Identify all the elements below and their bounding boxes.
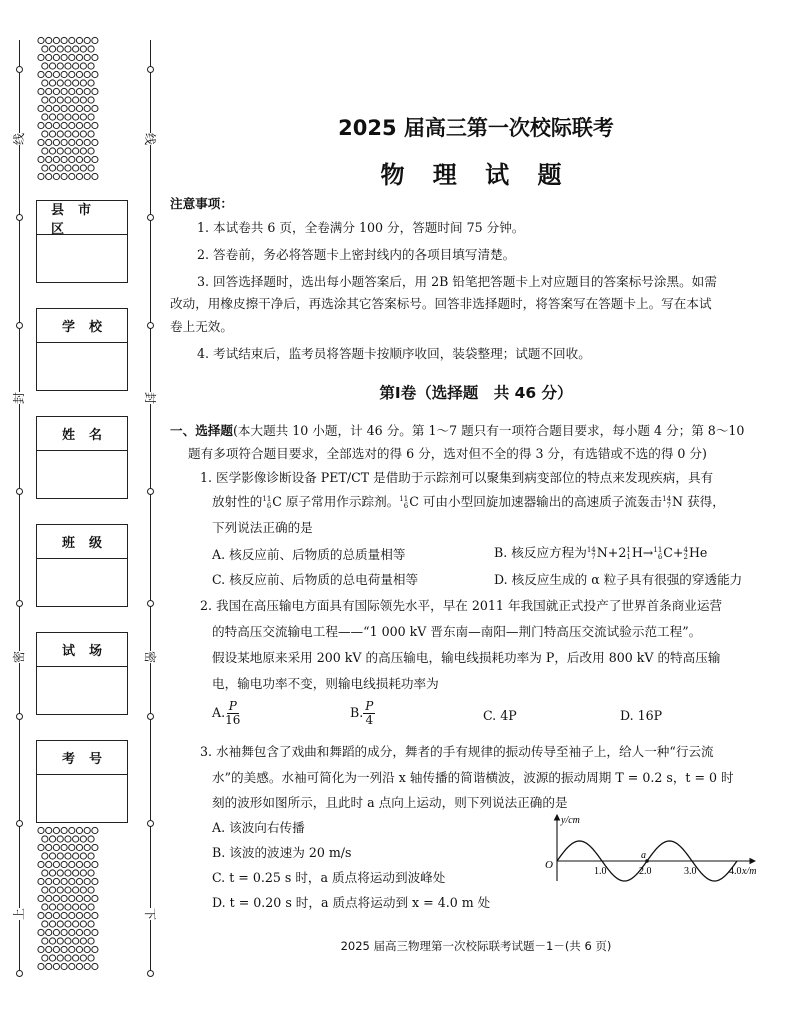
q2-option-c: C. 4P <box>483 708 517 723</box>
binding-dot <box>147 970 154 977</box>
q3-stem-1: 3. 水袖舞包含了戏曲和舞蹈的成分，舞者的手有规律的振动传导至袖子上，给人一种“行云流 <box>200 744 714 759</box>
dot-pattern-bottom <box>37 826 99 976</box>
part-text: (本大题共 10 小题，计 46 分。第 1～7 题只有一项符合题目要求，每小题 4 分；第 8～10 <box>232 423 745 438</box>
binding-dot <box>16 713 23 720</box>
q1-option-b: B. 核反应方程为 14 7 N+2 1 1 H→ 11 6 C+ 4 2 He <box>494 545 708 561</box>
point-a-label: a <box>641 850 646 861</box>
q1-option-b-text: B. 核反应方程为 <box>494 545 587 560</box>
nuclide-n14: 14 7 <box>662 494 672 510</box>
binding-dot <box>16 488 23 495</box>
dot-pattern-top <box>37 36 99 186</box>
binding-dot <box>16 820 23 827</box>
part-instructions-1 <box>170 423 744 438</box>
q2-option-d: D. 16P <box>620 708 663 723</box>
q1-stem-1: 1. 医学影像诊断设备 PET/CT 是借助于示踪剂可以聚集到病变部位的特点来发现疾病，具有 <box>200 470 714 485</box>
binding-dot <box>147 600 154 607</box>
notes-heading: 注意事项： <box>170 196 233 211</box>
binding-dot <box>147 713 154 720</box>
origin-label: O <box>545 859 553 871</box>
note-item: 1. 本试卷共 6 页，全卷满分 100 分，答题时间 75 分钟。 <box>197 220 525 235</box>
q3-option-d: D. t = 0.20 s 时，a 质点将运动到 x = 4.0 m 处 <box>212 895 491 910</box>
binding-dot <box>147 488 154 495</box>
nuclide: 4 2 <box>683 545 688 561</box>
q2-stem-3: 假设某地原来采用 200 kV 的高压输电，输电线损耗功率为 P，后改用 800 kV 的特高压输 <box>212 650 721 665</box>
fraction-denominator: 16 <box>225 713 241 727</box>
seal-label-right-1: 线 <box>143 132 158 146</box>
seal-label-right-3: 密 <box>143 650 158 664</box>
x-tick-label: 1.0 <box>594 866 607 877</box>
info-box-label: 班级 <box>37 525 127 559</box>
q1-text: C 可由小型回旋加速器输出的高速质子流轰击 <box>409 494 663 509</box>
nuclide: 14 7 <box>586 545 596 561</box>
x-tick-label: 3.0 <box>684 866 697 877</box>
note-item: 卷上无效。 <box>170 319 233 334</box>
info-box-label: 考号 <box>37 741 127 775</box>
subject-title: 物 理 试 题 <box>380 161 572 189</box>
seal-label-left-4: 上 <box>12 907 27 921</box>
section-title: 第Ⅰ卷（选择题 共 46 分） <box>379 384 573 402</box>
part-label: 一、选择题 <box>170 423 233 438</box>
fraction <box>225 700 240 727</box>
wave-chart <box>543 813 768 883</box>
q1-stem-2 <box>212 494 725 510</box>
binding-dot <box>147 820 154 827</box>
binding-dot <box>147 214 154 221</box>
info-box-label: 县市区 <box>37 201 127 235</box>
binding-dot <box>147 322 154 329</box>
nuclide-c11: 11 6 <box>399 494 409 510</box>
seal-label-left-2: 封 <box>12 391 27 405</box>
q2-stem-1: 2. 我国在高压输电方面具有国际领先水平，早在 2011 年我国就正式投产了世界首条商业运营 <box>200 598 723 613</box>
q2-option-a <box>212 700 240 727</box>
info-box-class[interactable] <box>36 524 128 607</box>
binding-dot <box>16 322 23 329</box>
binding-dot <box>147 66 154 73</box>
q1-text: N 获得， <box>672 494 725 509</box>
nuclide: 1 1 <box>626 545 631 561</box>
q1-stem-3: 下列说法正确的是 <box>212 520 313 535</box>
part-instructions-2: 题有多项符合题目要求，全部选对的得 6 分，选对但不全的得 3 分，有选错或不选的得 0 分) <box>188 446 707 461</box>
q3-option-b: B. 该波的波速为 20 m/s <box>212 845 352 860</box>
nuclide-c11: 11 6 <box>262 494 272 510</box>
info-box-exam-number[interactable] <box>36 740 128 823</box>
q3-option-c: C. t = 0.25 s 时，a 质点将运动到波峰处 <box>212 870 446 885</box>
nuclide: 11 6 <box>653 545 663 561</box>
binding-line-left <box>19 40 20 975</box>
binding-dot <box>16 66 23 73</box>
q3-stem-2: 水”的美感。水袖可简化为一列沿 x 轴传播的简谐横波，波源的振动周期 T = 0.2 s，t = 0 时 <box>212 770 734 785</box>
note-item: 3. 回答选择题时，选出每小题答案后，用 2B 铅笔把答题卡上对应题目的答案标号涂黑。如需 <box>197 274 717 289</box>
x-axis-label: x/m <box>742 866 757 877</box>
q1-text: C 原子常用作示踪剂。 <box>272 494 400 509</box>
q2-stem-2: 的特高压交流输电工程——“1 000 kV 晋东南—南阳—荆门特高压交流试验示范工程”。 <box>212 624 702 639</box>
q2-stem-4: 电，输电功率不变，则输电线损耗功率为 <box>212 676 439 691</box>
q3-stem-3: 刻的波形如图所示，且此时 a 点向上运动，则下列说法正确的是 <box>212 795 568 810</box>
q2-option-label: A. <box>212 705 226 720</box>
seal-label-left-1: 线 <box>12 132 27 146</box>
binding-dot <box>16 600 23 607</box>
exam-title: 2025 届高三第一次校际联考 <box>338 116 614 140</box>
info-box-name[interactable] <box>36 416 128 499</box>
q1-option-c: C. 核反应前、后物质的总电荷量相等 <box>212 572 419 587</box>
note-item: 改动，用橡皮擦干净后，再选涂其它答案标号。回答非选择题时，将答案写在答题卡上。写在本试 <box>170 296 712 311</box>
x-tick-label: 2.0 <box>639 866 652 877</box>
info-box-county[interactable] <box>36 200 128 283</box>
fraction-denominator: 4 <box>365 713 374 727</box>
q2-option-b <box>350 700 375 727</box>
seal-label-right-2: 封 <box>143 391 158 405</box>
page-footer: 2025 届高三物理第一次校际联考试题－1－(共 6 页) <box>340 939 612 953</box>
fraction <box>363 700 375 727</box>
x-tick-label: 4.0 <box>729 866 742 877</box>
fraction-numerator: P <box>228 699 237 713</box>
binding-dot <box>16 970 23 977</box>
q3-option-a: A. 该波向右传播 <box>212 820 305 835</box>
info-box-label: 姓名 <box>37 417 127 451</box>
seal-label-left-3: 密 <box>12 650 27 664</box>
info-box-label: 学校 <box>37 309 127 343</box>
q1-option-a: A. 核反应前、后物质的总质量相等 <box>212 547 406 562</box>
note-item: 2. 答卷前，务必将答题卡上密封线内的各项目填写清楚。 <box>197 247 516 262</box>
binding-line-right <box>150 40 151 975</box>
q2-option-label: B. <box>350 705 364 720</box>
seal-label-right-4: 下 <box>143 907 158 921</box>
info-box-exam-room[interactable] <box>36 632 128 715</box>
fraction-numerator: P <box>365 699 374 713</box>
note-item: 4. 考试结束后，监考员将答题卡按顺序收回，装袋整理；试题不回收。 <box>197 346 591 361</box>
y-axis-label: y/cm <box>561 815 580 826</box>
binding-dot <box>16 214 23 221</box>
info-box-label: 试场 <box>37 633 127 667</box>
info-box-school[interactable] <box>36 308 128 391</box>
q1-text: 放射性的 <box>212 494 263 509</box>
q1-option-d: D. 核反应生成的 α 粒子具有很强的穿透能力 <box>494 572 743 587</box>
x-tick-labels <box>594 866 742 877</box>
